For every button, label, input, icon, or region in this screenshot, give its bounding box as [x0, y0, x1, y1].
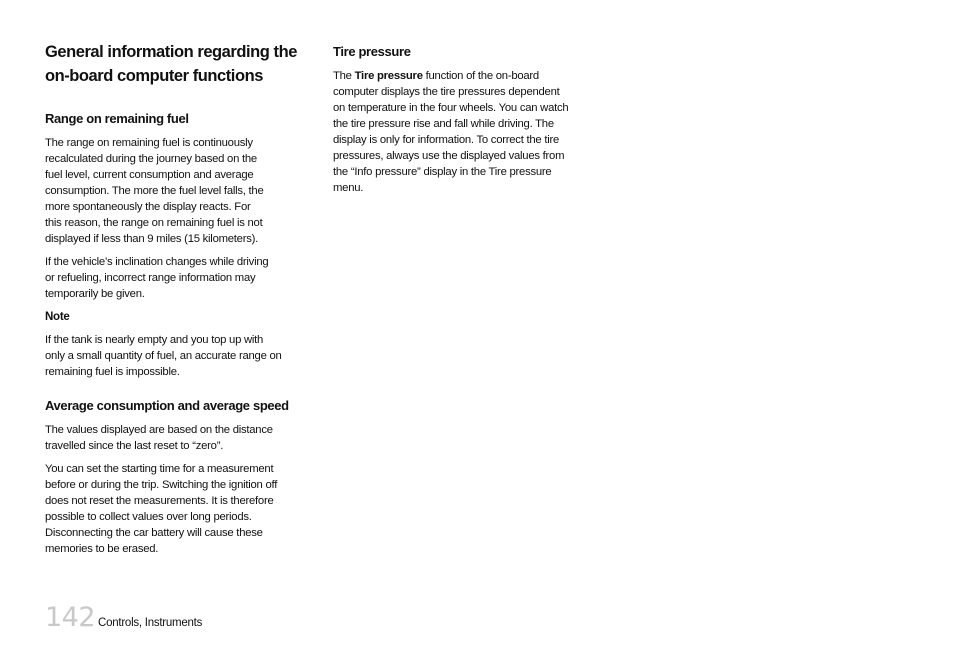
page-title — [45, 40, 307, 88]
section-name: Controls, Instruments — [98, 617, 203, 629]
page-title-line2: on-board computer functions — [45, 67, 263, 85]
range-paragraph-2: If the vehicle’s inclination changes while driving or refueling, incorrect range information may temporarily be given. — [45, 256, 269, 300]
tire-pressure-rest: function of the on-board computer displays the tire pressures dependent on temperature in the four wheels. You can watch the tire pressure rise and fall while driving. The display is only for information. To correct the tire pressures, always use the displayed values from the “Info pressure” display in the Tire pressure menu. — [333, 70, 569, 194]
tire-pressure-bold: Tire pressure — [354, 70, 423, 82]
tire-pressure-prefix: The — [333, 70, 355, 82]
page-number: 142 — [45, 602, 96, 633]
range-heading: Range on remaining fuel — [45, 111, 189, 126]
range-paragraph-1: The range on remaining fuel is continuously recalculated during the journey based on the fuel level, current consumption and average consumption. The more the fuel level falls, the more spontaneously the display reacts. For this reason, the range on remaining fuel is not displayed if less than 9 miles (15 kilometers). — [45, 137, 264, 245]
left-column — [45, 40, 307, 564]
right-column — [333, 43, 595, 203]
page-footer — [45, 603, 202, 633]
average-section — [45, 397, 307, 557]
average-paragraph-1: The values displayed are based on the distance travelled since the last reset to “zero”. — [45, 424, 273, 452]
tire-pressure-heading: Tire pressure — [333, 44, 411, 59]
note-text: If the tank is nearly empty and you top up with only a small quantity of fuel, an accurate range on remaining fuel is impossible. — [45, 334, 282, 378]
tire-pressure-paragraph — [333, 68, 595, 196]
page-title-line1: General information regarding the — [45, 43, 297, 61]
range-section — [45, 110, 307, 380]
note-label: Note — [45, 311, 70, 323]
average-paragraph-2: You can set the starting time for a measurement before or during the trip. Switching the ignition off does not reset the measurements. It is therefore possible to collect values over long periods. Disconnecting the car battery will cause these memories to be erased. — [45, 463, 278, 555]
average-heading: Average consumption and average speed — [45, 398, 289, 413]
